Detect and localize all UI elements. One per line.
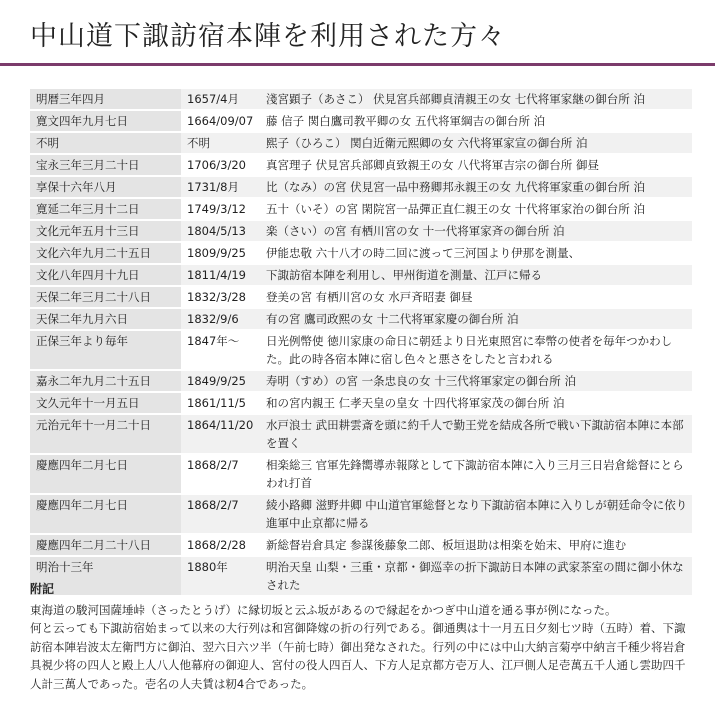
description-cell: 伊能忠敬 六十八才の時二回に渡って三河国より伊那を測量、	[258, 243, 692, 263]
description-cell: 有の宮 鷹司政熙の女 十二代将軍家慶の御台所 泊	[258, 309, 692, 329]
table-row	[30, 287, 692, 307]
table-row	[30, 309, 692, 329]
table-row	[30, 415, 692, 453]
description-cell: 楽（さい）の宮 有栖川宮の女 十一代将軍家斉の御台所 泊	[258, 221, 692, 241]
western-date-cell: 1861/11/5	[181, 393, 258, 413]
western-date-cell: 1657/4月	[181, 89, 258, 109]
table-row	[30, 133, 692, 153]
description-cell: 明治天皇 山梨・三重・京都・御巡幸の折下諏訪日本陣の武家茶室の間に御小休なされた	[258, 557, 692, 595]
western-date-cell: 1804/5/13	[181, 221, 258, 241]
table-row	[30, 393, 692, 413]
description-cell: 日光例幣使 徳川家康の命日に朝廷より日光東照宮に奉幣の使者を毎年つかわした。此の時各宿本陣に宿し色々と悪さをしたと言われる	[258, 331, 692, 369]
description-cell: 藤 信子 関白鷹司教平卿の女 五代将軍綱吉の御台所 泊	[258, 111, 692, 131]
notes-paragraph: 何と云っても下諏訪宿始まって以来の大行列は和宮御降嫁の折の行列である。御通輿は十一月五日夕刻七ツ時（五時）着、下諏訪宿本陣岩波太左衛門方に御泊、翌六日六ツ半（午前七時）御出発なされた。行列の中には中山大納言菊亭中納言千種少将岩倉具視少将の四人と殿上人八人他幕府の御迎人、宮付の役人四百人、下方人足京都方壱万人、江戸側人足壱萬五千人通し雲助四千人計三萬人であった。壱名の人夫賃は籾4合であった。	[30, 621, 686, 691]
table-row	[30, 111, 692, 131]
era-date-cell: 慶應四年二月二十八日	[30, 535, 181, 555]
notes-paragraph: 東海道の駿河国薩埵峠（さったとうげ）に縁切坂と云ふ坂があるので縁起をかつぎ中山道を通る事が例になった。	[30, 602, 617, 617]
western-date-cell: 1809/9/25	[181, 243, 258, 263]
era-date-cell: 文化元年五月十三日	[30, 221, 181, 241]
table-row	[30, 495, 692, 533]
description-cell: 淺宮顕子（あさこ） 伏見宮兵部卿貞清親王の女 七代将軍家継の御台所 泊	[258, 89, 692, 109]
western-date-cell: 1868/2/7	[181, 495, 258, 533]
table-row	[30, 177, 692, 197]
era-date-cell: 慶應四年二月七日	[30, 495, 181, 533]
description-cell: 熙子（ひろこ） 関白近衛元熙卿の女 六代将軍家宣の御台所 泊	[258, 133, 692, 153]
western-date-cell: 1864/11/20	[181, 415, 258, 453]
western-date-cell: 1849/9/25	[181, 371, 258, 391]
western-date-cell: 1847年〜	[181, 331, 258, 369]
description-cell: 寿明（すめ）の宮 一条忠良の女 十三代将軍家定の御台所 泊	[258, 371, 692, 391]
western-date-cell: 1664/09/07	[181, 111, 258, 131]
western-date-cell: 1749/3/12	[181, 199, 258, 219]
description-cell: 登美の宮 有栖川宮の女 水戸斉昭妻 御昼	[258, 287, 692, 307]
western-date-cell: 1811/4/19	[181, 265, 258, 285]
era-date-cell: 不明	[30, 133, 181, 153]
era-date-cell: 明治十三年	[30, 557, 181, 595]
notes-section	[30, 580, 692, 693]
western-date-cell: 1868/2/28	[181, 535, 258, 555]
era-date-cell: 正保三年より毎年	[30, 331, 181, 369]
western-date-cell: 1880年	[181, 557, 258, 595]
western-date-cell: 不明	[181, 133, 258, 153]
western-date-cell: 1832/3/28	[181, 287, 258, 307]
table-row	[30, 155, 692, 175]
western-date-cell: 1868/2/7	[181, 455, 258, 493]
table-row	[30, 455, 692, 493]
page-title: 中山道下諏訪宿本陣を利用された方々	[30, 21, 506, 52]
era-date-cell: 寛延二年三月十二日	[30, 199, 181, 219]
era-date-cell: 宝永三年三月二十日	[30, 155, 181, 175]
western-date-cell: 1706/3/20	[181, 155, 258, 175]
table-row	[30, 89, 692, 109]
description-cell: 和の宮内親王 仁孝天皇の皇女 十四代将軍家茂の御台所 泊	[258, 393, 692, 413]
description-cell: 五十（いそ）の宮 閑院宮一品彈正直仁親王の女 十代将軍家治の御台所 泊	[258, 199, 692, 219]
title-bar	[0, 0, 715, 66]
notes-heading: 附記	[30, 582, 55, 596]
era-date-cell: 文化八年四月十九日	[30, 265, 181, 285]
history-table	[30, 87, 692, 597]
western-date-cell: 1731/8月	[181, 177, 258, 197]
description-cell: 相楽総三 官軍先鋒嚮導赤報隊として下諏訪宿本陣に入り三月三日岩倉総督にとらわれ打首	[258, 455, 692, 493]
description-cell: 綾小路卿 滋野井卿 中山道官軍総督となり下諏訪宿本陣に入りしが朝廷命令に依り進軍中止京都に帰る	[258, 495, 692, 533]
table-row	[30, 331, 692, 369]
era-date-cell: 寛文四年九月七日	[30, 111, 181, 131]
description-cell: 比（なみ）の宮 伏見宮一品中務卿邦永親王の女 九代将軍家重の御台所 泊	[258, 177, 692, 197]
table-row	[30, 535, 692, 555]
table-row	[30, 265, 692, 285]
era-date-cell: 元治元年十一月二十日	[30, 415, 181, 453]
era-date-cell: 明暦三年四月	[30, 89, 181, 109]
description-cell: 真宮理子 伏見宮兵部卿貞致親王の女 八代将軍吉宗の御台所 御昼	[258, 155, 692, 175]
description-cell: 新総督岩倉具定 参謀後藤象二郎、板垣退助は相楽を始末、甲府に進む	[258, 535, 692, 555]
table-row	[30, 221, 692, 241]
era-date-cell: 天保二年九月六日	[30, 309, 181, 329]
table-row	[30, 243, 692, 263]
era-date-cell: 嘉永二年九月二十五日	[30, 371, 181, 391]
history-table-body	[30, 89, 692, 595]
description-cell: 下諏訪宿本陣を利用し、甲州街道を測量、江戸に帰る	[258, 265, 692, 285]
description-cell: 水戸浪士 武田耕雲斎を頭に約千人で勤王党を結成各所で戦い下諏訪宿本陣に本部を置く	[258, 415, 692, 453]
western-date-cell: 1832/9/6	[181, 309, 258, 329]
era-date-cell: 天保二年三月二十八日	[30, 287, 181, 307]
table-row	[30, 199, 692, 219]
era-date-cell: 文久元年十一月五日	[30, 393, 181, 413]
era-date-cell: 慶應四年二月七日	[30, 455, 181, 493]
table-row	[30, 371, 692, 391]
era-date-cell: 享保十六年八月	[30, 177, 181, 197]
era-date-cell: 文化六年九月二十五日	[30, 243, 181, 263]
